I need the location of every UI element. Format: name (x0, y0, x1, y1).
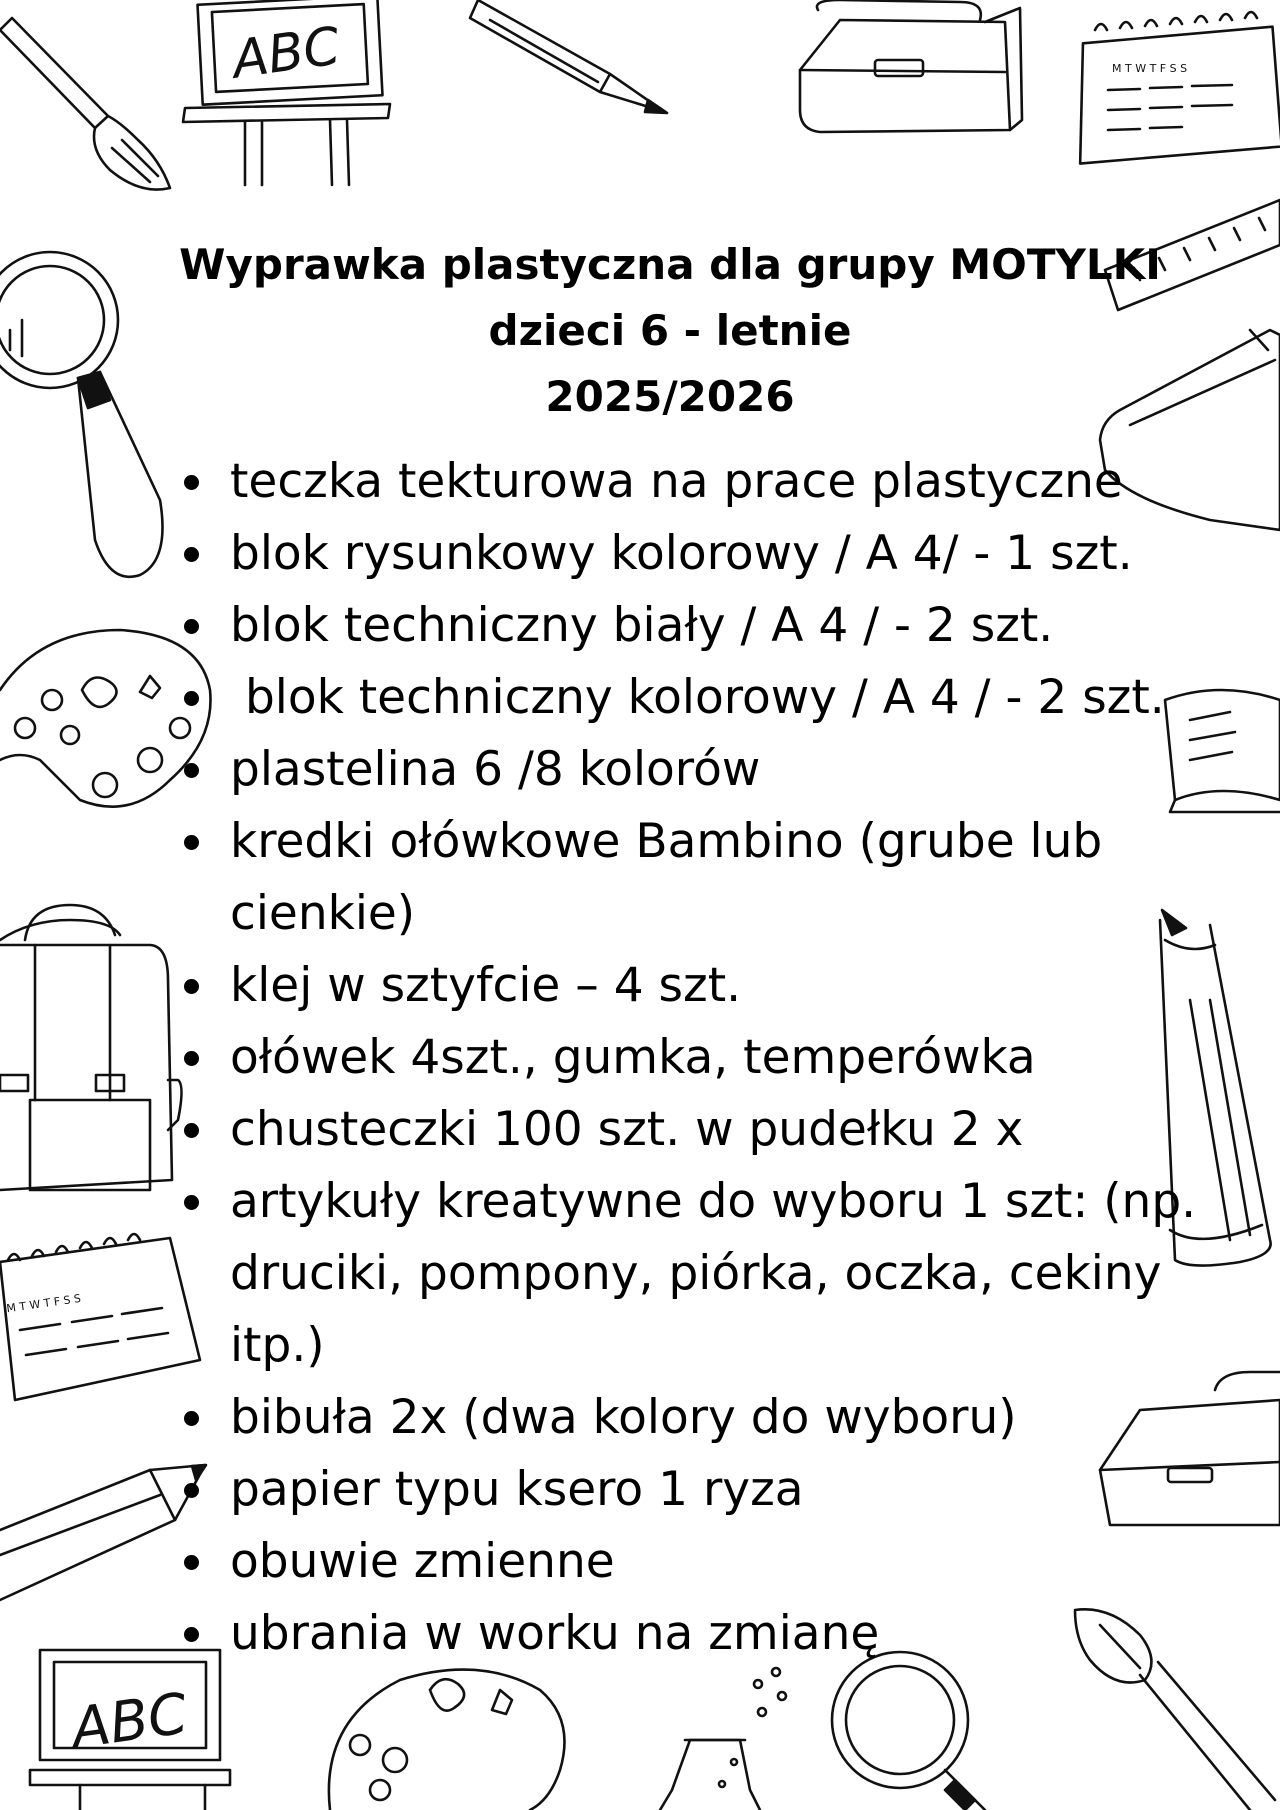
list-item: ołówek 4szt., gumka, temperówka (180, 1022, 1210, 1094)
page-title (0, 232, 1280, 430)
magnifier-icon (832, 1652, 985, 1810)
list-item: chusteczki 100 szt. w pudełku 2 x (180, 1094, 1210, 1166)
svg-text:ABC: ABC (67, 1681, 192, 1762)
list-item: ubrania w worku na zmianę (180, 1598, 1210, 1670)
supply-list (180, 446, 1210, 1670)
svg-text:M T W T F S S: M T W T F S S (1112, 62, 1188, 75)
list-item: blok techniczny kolorowy / A 4 / - 2 szt. (180, 662, 1210, 734)
pencil-icon (0, 1465, 206, 1600)
flask-icon (660, 1668, 786, 1810)
chalkboard-icon (30, 1650, 230, 1810)
title-line-1: Wyprawka plastyczna dla grupy MOTYLKI (179, 240, 1161, 289)
calendar-icon (0, 1234, 200, 1400)
list-item: artykuły kreatywne do wyboru 1 szt: (np. druciki, pompony, piórka, oczka, cekiny itp.) (180, 1166, 1210, 1382)
list-item: teczka tekturowa na prace plastyczne (180, 446, 1210, 518)
list-item: plastelina 6 /8 kolorów (180, 734, 1210, 806)
bag-icon (800, 0, 1022, 132)
palette-icon (329, 1670, 565, 1810)
title-line-2: dzieci 6 - letnie (488, 306, 852, 355)
list-item: bibuła 2x (dwa kolory do wyboru) (180, 1382, 1210, 1454)
list-item: blok rysunkowy kolorowy / A 4/ - 1 szt. (180, 518, 1210, 590)
list-item: klej w sztyfcie – 4 szt. (180, 950, 1210, 1022)
svg-text:M T W T F S S: M T W T F S S (5, 1291, 82, 1316)
calendar-icon (1076, 12, 1280, 164)
chalkboard-icon (183, 0, 390, 185)
list-item: papier typu ksero 1 ryza (180, 1454, 1210, 1526)
title-line-3: 2025/2026 (545, 372, 795, 421)
paintbrush-icon (0, 18, 170, 190)
list-item: obuwie zmienne (180, 1526, 1210, 1598)
list-item: kredki ołówkowe Bambino (grube lub cienkie) (180, 806, 1210, 950)
svg-text:ABC: ABC (228, 16, 344, 91)
list-item: blok techniczny biały / A 4 / - 2 szt. (180, 590, 1210, 662)
palette-icon (0, 630, 211, 807)
pencil-icon (470, 0, 667, 113)
backpack-icon (0, 905, 182, 1190)
